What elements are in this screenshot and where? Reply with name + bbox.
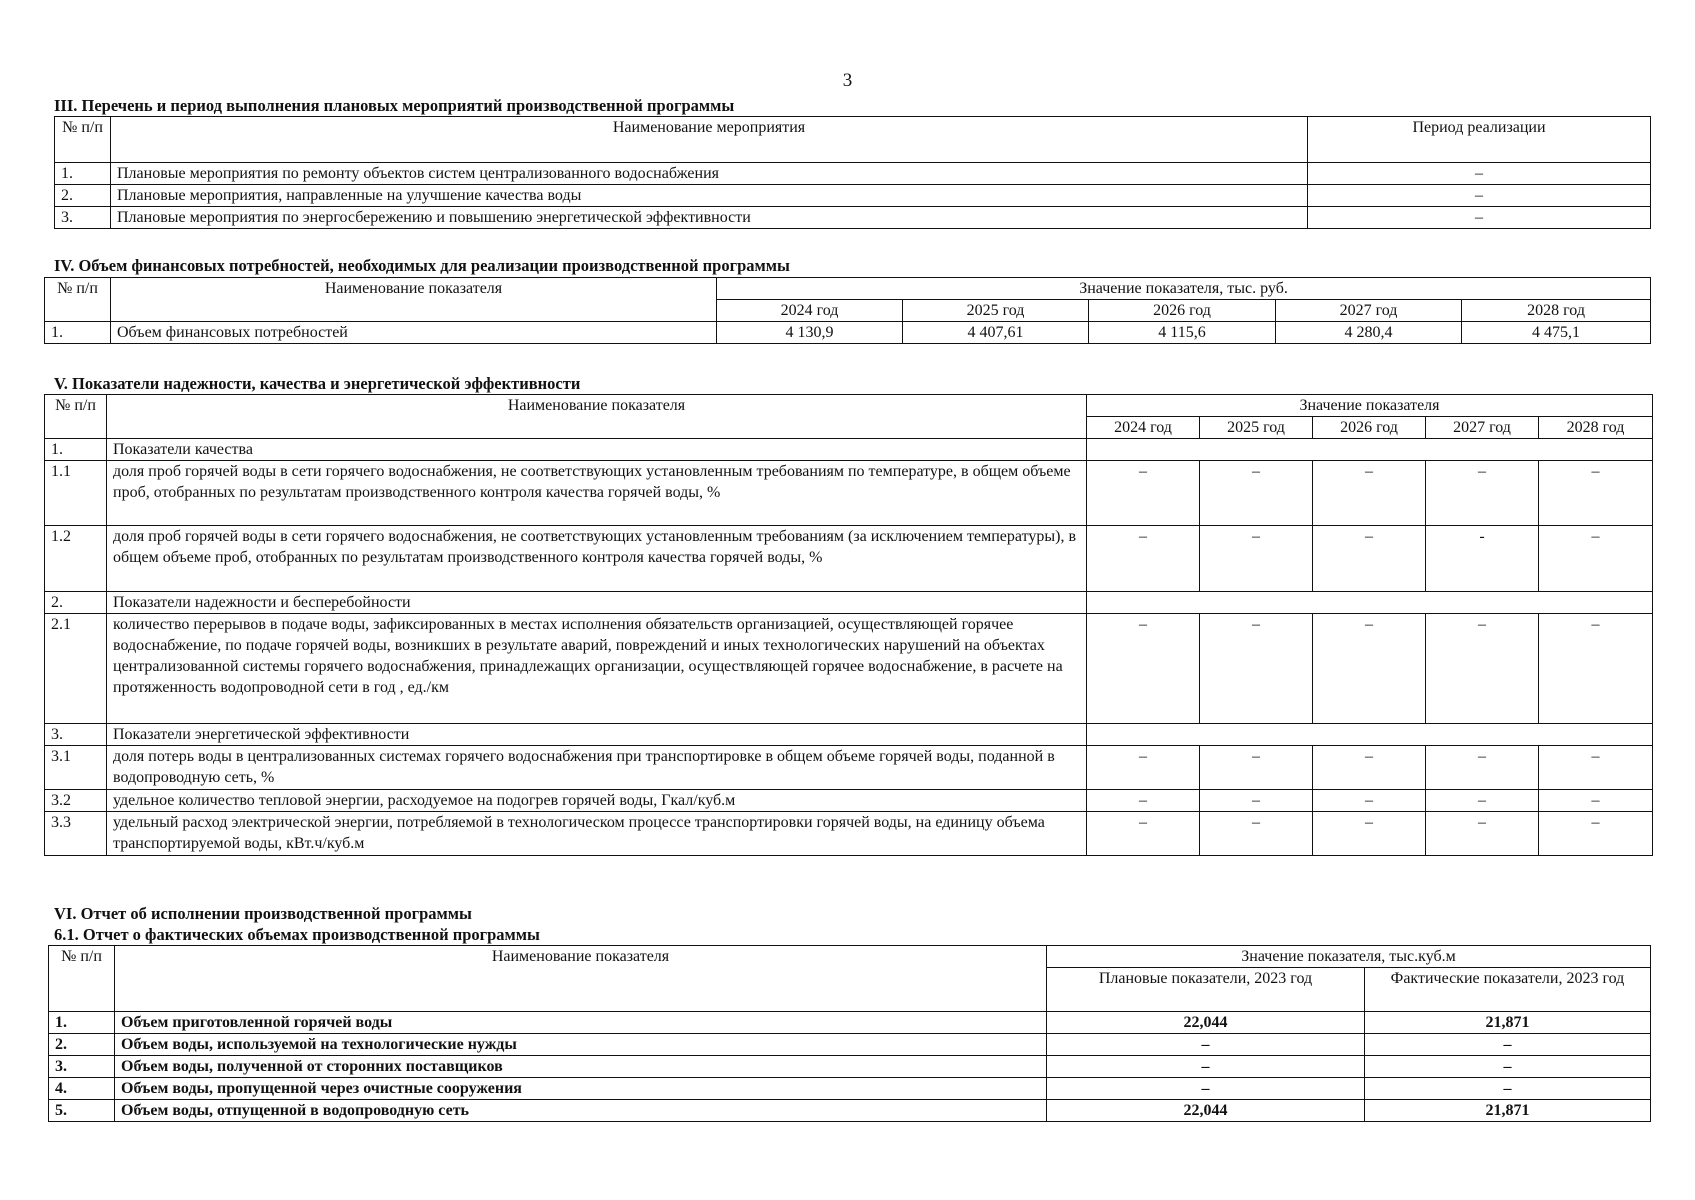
row-name: Показатели энергетической эффективности <box>107 724 1087 746</box>
col-header-period: Период реализации <box>1308 117 1651 163</box>
row-fact: – <box>1365 1056 1651 1078</box>
row-value: – <box>1313 812 1426 856</box>
row-num: 2. <box>49 1034 115 1056</box>
row-name: количество перерывов в подаче воды, зафиксированных в местах исполнения обязательств организацией, осуществляющей горячее водоснабжение, по подаче горячей воды, возникших в результате аварий, повреждений и иных технологических нарушений на объектах централизованной системы горячего водоснабжения, принадлежащих организации, осуществляющей горячее водоснабжение, в расчете на протяженность водопроводной сети в год , ед./км <box>107 614 1087 724</box>
col-header-name: Наименование показателя <box>107 395 1087 439</box>
row-fact: – <box>1365 1078 1651 1100</box>
table-row <box>55 163 1651 185</box>
row-num: 3. <box>45 724 107 746</box>
section-4-title: IV. Объем финансовых потребностей, необходимых для реализации производственной программы <box>54 256 790 275</box>
row-num: 3.2 <box>45 790 107 812</box>
row-num: 3. <box>55 207 111 229</box>
row-plan: 22,044 <box>1047 1012 1365 1034</box>
table-row <box>45 439 1653 461</box>
table-row <box>45 322 1651 344</box>
row-fact: 21,871 <box>1365 1012 1651 1034</box>
col-header-year: 2026 год <box>1089 300 1276 322</box>
section-4-table <box>44 277 1651 344</box>
table-row <box>45 461 1653 526</box>
section-5-table <box>44 394 1653 856</box>
col-header-year: 2028 год <box>1462 300 1651 322</box>
row-num: 1.1 <box>45 461 107 526</box>
row-num: 4. <box>49 1078 115 1100</box>
row-value: – <box>1200 790 1313 812</box>
row-name: Плановые мероприятия, направленные на улучшение качества воды <box>111 185 1308 207</box>
row-value: – <box>1426 461 1539 526</box>
row-value: – <box>1539 614 1653 724</box>
col-header-name: Наименование мероприятия <box>111 117 1308 163</box>
section-3-table <box>54 116 1651 229</box>
col-header-num: № п/п <box>55 117 111 163</box>
row-value: – <box>1200 461 1313 526</box>
table-row <box>45 614 1653 724</box>
row-name: Объем приготовленной горячей воды <box>115 1012 1047 1034</box>
table-row <box>49 1034 1651 1056</box>
row-num: 1. <box>45 439 107 461</box>
row-period: – <box>1308 185 1651 207</box>
row-value: – <box>1200 746 1313 790</box>
row-value: 4 280,4 <box>1276 322 1462 344</box>
row-value: – <box>1200 614 1313 724</box>
col-header-year: 2026 год <box>1313 417 1426 439</box>
table-row <box>45 790 1653 812</box>
row-value: – <box>1087 812 1200 856</box>
col-header-num: № п/п <box>49 946 115 1012</box>
table-row <box>49 1056 1651 1078</box>
row-period: – <box>1308 163 1651 185</box>
col-header-plan: Плановые показатели, 2023 год <box>1047 968 1365 1012</box>
col-header-year: 2025 год <box>903 300 1089 322</box>
row-value: – <box>1313 790 1426 812</box>
row-plan: – <box>1047 1034 1365 1056</box>
row-value: – <box>1200 526 1313 592</box>
table-row <box>45 592 1653 614</box>
table-row <box>55 207 1651 229</box>
row-value: – <box>1539 812 1653 856</box>
row-name: Показатели надежности и бесперебойности <box>107 592 1087 614</box>
row-fact: 21,871 <box>1365 1100 1651 1122</box>
section-6-title: VI. Отчет об исполнении производственной программы <box>54 904 472 923</box>
col-header-year: 2025 год <box>1200 417 1313 439</box>
row-num: 1. <box>45 322 111 344</box>
row-value: – <box>1313 614 1426 724</box>
row-name: доля проб горячей воды в сети горячего водоснабжения, не соответствующих установленным требованиям (за исключением температуры), в общем объеме проб, отобранных по результатам производственного контроля качества горячей воды, % <box>107 526 1087 592</box>
row-name: Объем финансовых потребностей <box>111 322 717 344</box>
row-name: доля потерь воды в централизованных системах горячего водоснабжения при транспортировке в общем объеме горячей воды, поданной в водопроводную сеть, % <box>107 746 1087 790</box>
row-num: 3. <box>49 1056 115 1078</box>
table-row <box>45 526 1653 592</box>
row-empty <box>1087 724 1653 746</box>
table-row <box>49 1012 1651 1034</box>
row-value: – <box>1313 746 1426 790</box>
col-header-name: Наименование показателя <box>115 946 1047 1012</box>
row-name: Объем воды, используемой на технологические нужды <box>115 1034 1047 1056</box>
row-value: – <box>1426 614 1539 724</box>
row-name: Показатели качества <box>107 439 1087 461</box>
row-name: Объем воды, полученной от сторонних поставщиков <box>115 1056 1047 1078</box>
table-row <box>49 1078 1651 1100</box>
row-num: 2. <box>55 185 111 207</box>
row-value: – <box>1313 461 1426 526</box>
row-num: 1.2 <box>45 526 107 592</box>
table-row <box>55 185 1651 207</box>
row-value: 4 115,6 <box>1089 322 1276 344</box>
row-value: – <box>1087 461 1200 526</box>
row-value: – <box>1539 461 1653 526</box>
col-header-year: 2027 год <box>1426 417 1539 439</box>
row-name: Объем воды, отпущенной в водопроводную сеть <box>115 1100 1047 1122</box>
row-num: 5. <box>49 1100 115 1122</box>
col-header-year: 2024 год <box>717 300 903 322</box>
row-value: – <box>1426 812 1539 856</box>
row-plan: – <box>1047 1078 1365 1100</box>
table-row <box>45 746 1653 790</box>
row-value: – <box>1539 790 1653 812</box>
row-name: удельное количество тепловой энергии, расходуемое на подогрев горячей воды, Гкал/куб.м <box>107 790 1087 812</box>
row-value: – <box>1087 746 1200 790</box>
row-num: 2. <box>45 592 107 614</box>
row-period: – <box>1308 207 1651 229</box>
row-num: 1. <box>55 163 111 185</box>
row-name: Плановые мероприятия по энергосбережению и повышению энергетической эффективности <box>111 207 1308 229</box>
col-header-value: Значение показателя, тыс. руб. <box>717 278 1651 300</box>
col-header-fact: Фактические показатели, 2023 год <box>1365 968 1651 1012</box>
row-value: – <box>1313 526 1426 592</box>
row-name: удельный расход электрической энергии, потребляемой в технологическом процессе транспортировки горячей воды, на единицу объема транспортируемой воды, кВт.ч/куб.м <box>107 812 1087 856</box>
col-header-name: Наименование показателя <box>111 278 717 322</box>
row-value: – <box>1087 614 1200 724</box>
row-value: 4 475,1 <box>1462 322 1651 344</box>
page-number: 3 <box>842 70 853 91</box>
row-num: 2.1 <box>45 614 107 724</box>
row-value: – <box>1087 526 1200 592</box>
row-value: – <box>1426 790 1539 812</box>
row-value: – <box>1426 746 1539 790</box>
row-value: – <box>1539 526 1653 592</box>
col-header-year: 2024 год <box>1087 417 1200 439</box>
col-header-value: Значение показателя, тыс.куб.м <box>1047 946 1651 968</box>
row-value: 4 407,61 <box>903 322 1089 344</box>
col-header-value: Значение показателя <box>1087 395 1653 417</box>
col-header-year: 2028 год <box>1539 417 1653 439</box>
section-6-table <box>48 945 1651 1122</box>
row-name: доля проб горячей воды в сети горячего водоснабжения, не соответствующих установленным требованиям по температуре, в общем объеме проб, отобранных по результатам производственного контроля качества горячей воды, % <box>107 461 1087 526</box>
table-row <box>45 812 1653 856</box>
row-empty <box>1087 439 1653 461</box>
row-value: – <box>1539 746 1653 790</box>
row-empty <box>1087 592 1653 614</box>
row-num: 3.3 <box>45 812 107 856</box>
row-value: – <box>1200 812 1313 856</box>
row-num: 3.1 <box>45 746 107 790</box>
row-plan: 22,044 <box>1047 1100 1365 1122</box>
section-3-title: III. Перечень и период выполнения плановых мероприятий производственной программы <box>54 96 735 115</box>
col-header-year: 2027 год <box>1276 300 1462 322</box>
row-value: - <box>1426 526 1539 592</box>
section-5-title: V. Показатели надежности, качества и энергетической эффективности <box>54 374 581 393</box>
row-name: Объем воды, пропущенной через очистные сооружения <box>115 1078 1047 1100</box>
row-name: Плановые мероприятия по ремонту объектов систем централизованного водоснабжения <box>111 163 1308 185</box>
row-value: – <box>1087 790 1200 812</box>
row-plan: – <box>1047 1056 1365 1078</box>
section-6-1-title: 6.1. Отчет о фактических объемах производственной программы <box>54 925 540 944</box>
table-row <box>45 724 1653 746</box>
table-row <box>49 1100 1651 1122</box>
row-fact: – <box>1365 1034 1651 1056</box>
row-num: 1. <box>49 1012 115 1034</box>
col-header-num: № п/п <box>45 395 107 439</box>
row-value: 4 130,9 <box>717 322 903 344</box>
col-header-num: № п/п <box>45 278 111 322</box>
